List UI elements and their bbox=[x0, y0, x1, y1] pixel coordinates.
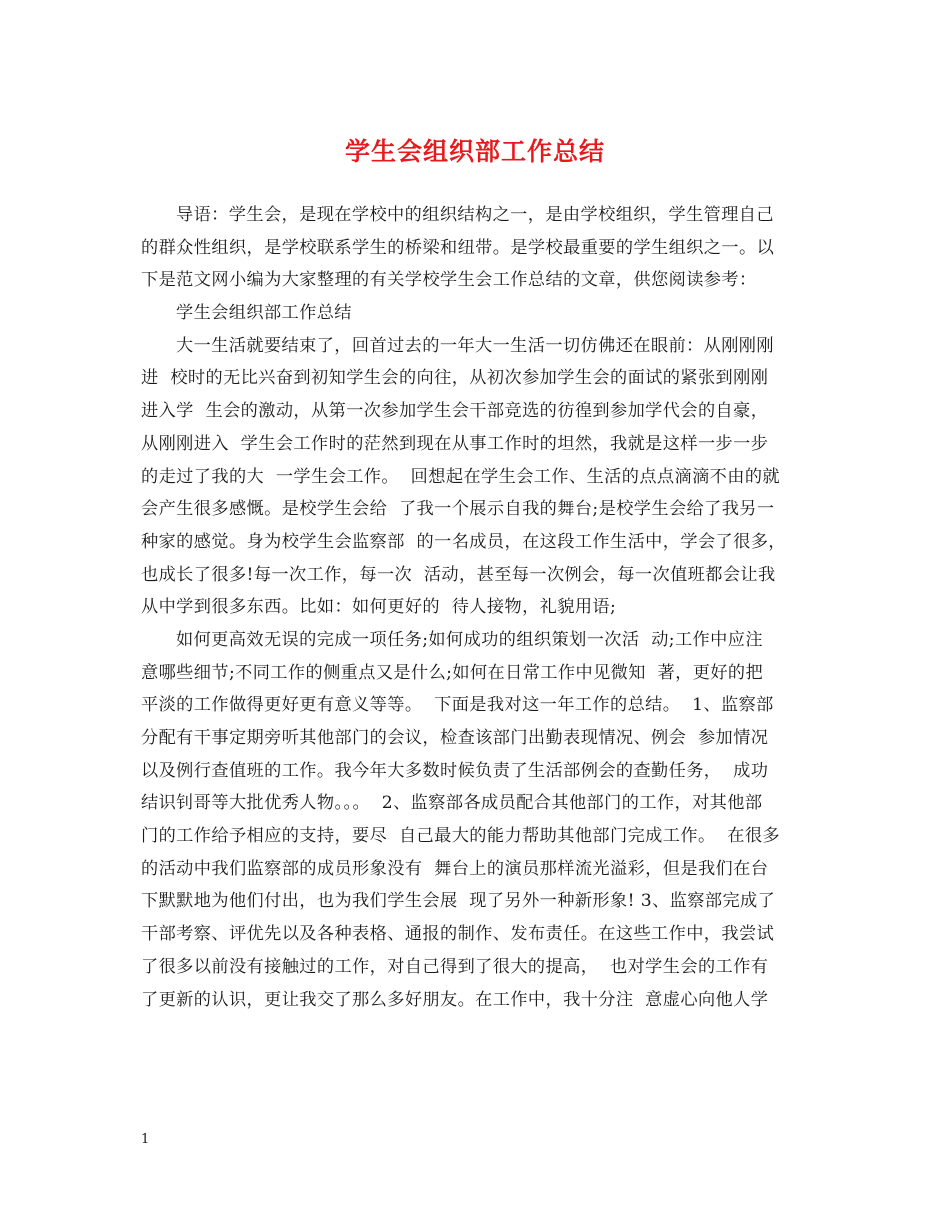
section-heading: 学生会组织部工作总结 bbox=[176, 303, 352, 324]
page-number: 1 bbox=[141, 1132, 150, 1147]
paragraph-1-line-3: 进入学 生会的激动，从第一次参加学生会干部竞选的彷徨到参加学代会的自豪， bbox=[141, 401, 769, 422]
paragraph-1-line-4: 从刚刚进入 学生会工作时的茫然到现在从事工作时的坦然，我就是这样一步一步 bbox=[141, 433, 769, 454]
paragraph-2-line-9: 下默默地为他们付出，也为我们学生会展 现了另外一种新形象! 3、监察部完成了 bbox=[141, 891, 776, 912]
intro-line-1: 导语：学生会，是现在学校中的组织结构之一，是由学校组织，学生管理自己 bbox=[176, 205, 774, 225]
paragraph-2-line-4: 分配有干事定期旁听其他部门的会议，检查该部门出勤表现情况、例会 参加情况 bbox=[141, 728, 769, 748]
document-body bbox=[141, 199, 811, 1016]
intro-line-3: 下是范文网小编为大家整理的有关学校学生会工作总结的文章，供您阅读参考： bbox=[141, 270, 757, 291]
paragraph-2-line-6: 结识钊哥等大批优秀人物。。。 2、监察部各成员配合其他部门的工作，对其他部 bbox=[141, 793, 763, 814]
document-title: 学生会组织部工作总结 bbox=[344, 137, 605, 166]
paragraph-2-line-11: 了很多以前没有接触过的工作，对自己得到了很大的提高， 也对学生会的工作有 bbox=[141, 956, 769, 977]
paragraph-2-line-7: 门的工作给予相应的支持，要尽 自己最大的能力帮助其他部门完成工作。 在很多 bbox=[141, 826, 781, 847]
intro-line-2: 的群众性组织，是学校联系学生的桥梁和纽带。是学校最重要的学生组织之一。以 bbox=[141, 237, 775, 258]
paragraph-2-line-2: 意哪些细节;不同工作的侧重点又是什么;如何在日常工作中见微知 著，更好的把 bbox=[141, 662, 764, 683]
paragraph-2-line-8: 的活动中我们监察部的成员形象没有 舞台上的演员那样流光溢彩，但是我们在台 bbox=[141, 858, 769, 879]
paragraph-2-line-10: 干部考察、评优先以及各种表格、通报的制作、发布责任。在这些工作中，我尝试 bbox=[141, 924, 775, 945]
paragraph-2-line-3: 平淡的工作做得更好更有意义等等。 下面是我对这一年工作的总结。 1、监察部 bbox=[141, 695, 774, 716]
paragraph-1-line-7: 种家的感觉。身为校学生会监察部 的一名成员，在这段工作生活中，学会了很多， bbox=[141, 531, 786, 552]
paragraph-2-line-1: 如何更高效无误的完成一项任务;如何成功的组织策划一次活 动;工作中应注 bbox=[176, 629, 763, 650]
paragraph-1-line-9: 从中学到很多东西。比如：如何更好的 待人接物，礼貌用语; bbox=[141, 597, 617, 618]
paragraph-1-line-2: 进 校时的无比兴奋到初知学生会的向往，从初次参加学生会的面试的紧张到刚刚 bbox=[141, 368, 769, 389]
paragraph-1-line-5: 的走过了我的大 一学生会工作。 回想起在学生会工作、生活的点点滴滴不由的就 bbox=[141, 466, 781, 487]
paragraph-2-line-5: 以及例行查值班的工作。我今年大多数时候负责了生活部例会的查勤任务， 成功 bbox=[141, 760, 769, 781]
paragraph-1-line-8: 也成长了很多!每一次工作，每一次 活动，甚至每一次例会，每一次值班都会让我 bbox=[141, 564, 776, 585]
paragraph-1-line-1: 大一生活就要结束了，回首过去的一年大一生活一切仿佛还在眼前：从刚刚刚 bbox=[176, 335, 774, 356]
paragraph-2-line-12: 了更新的认识，更让我交了那么多好朋友。在工作中，我十分注 意虚心向他人学 bbox=[141, 989, 769, 1010]
paragraph-1-line-6: 会产生很多感慨。是校学生会给 了我一个展示自我的舞台;是校学生会给了我另一 bbox=[141, 499, 775, 520]
